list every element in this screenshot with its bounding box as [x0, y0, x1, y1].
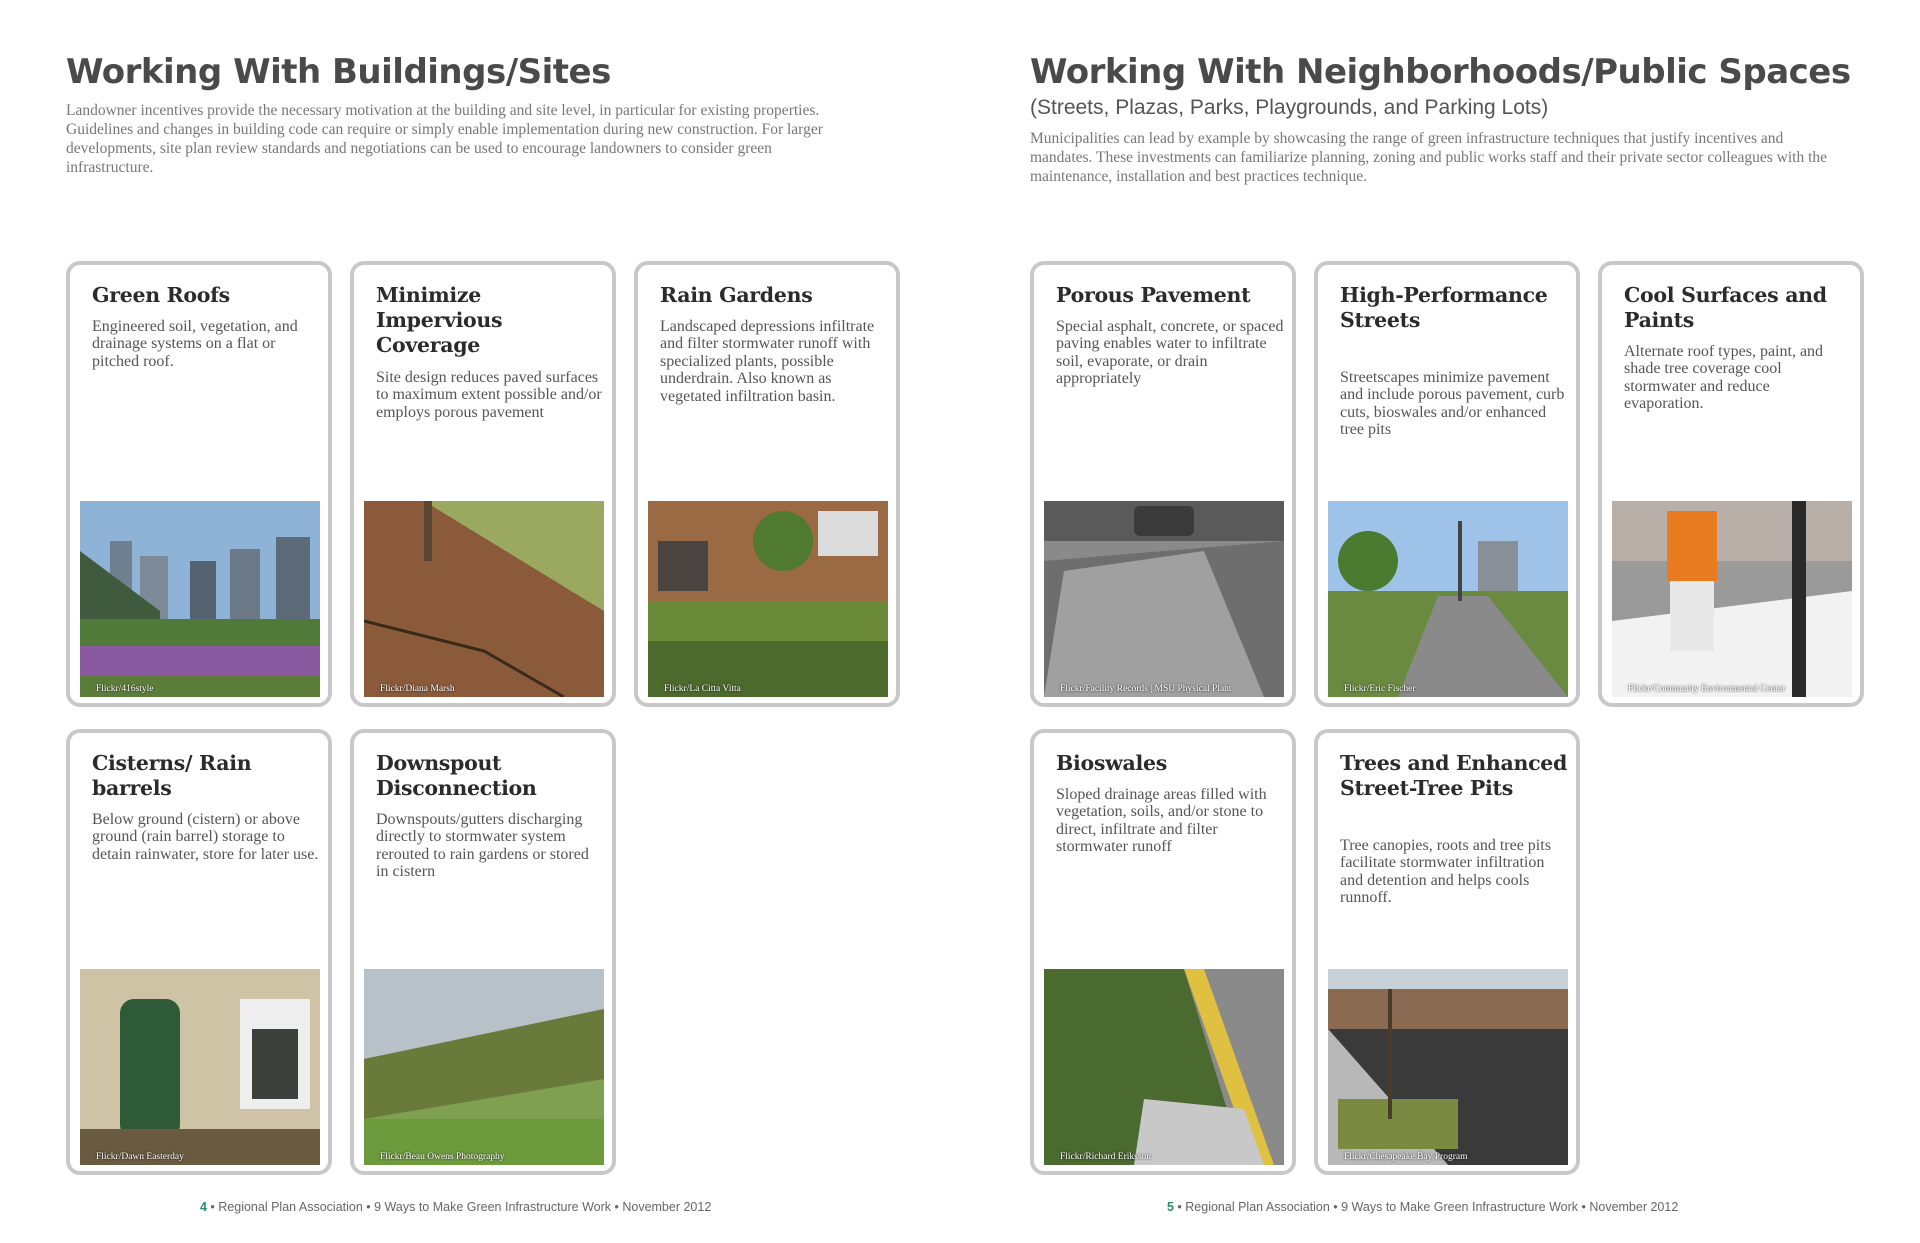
card-title: Trees and Enhanced Street-Tree Pits — [1340, 751, 1568, 800]
street-tree-pit-photo — [1328, 969, 1568, 1165]
right-page — [960, 0, 1920, 1243]
card-title: Porous Pavement — [1056, 283, 1251, 307]
photo-credit: Flickr/Community Environmental Center — [1628, 684, 1786, 694]
photo-credit: Flickr/416style — [96, 684, 154, 694]
card-trees-and-enhanced-street-tree-pits — [1314, 729, 1580, 1175]
page-number: 4 — [200, 1200, 207, 1214]
card-description: Landscaped depressions infiltrate and filter stormwater runoff with specialized plants, possible underdrain. Also known as vegetated infiltration basin. — [660, 318, 875, 405]
card-cool-surfaces-and-paints — [1598, 261, 1864, 707]
page-intro: Municipalities can lead by example by showcasing the range of green infrastructure techniques that justify incentives and mandates. These investments can familiarize planning, zoning and public works staff and their private sector colleagues with the maintenance, installation and best practices technique. — [1030, 130, 1828, 185]
card-title: High-Performance Streets — [1340, 283, 1548, 332]
card-title: Cool Surfaces and Paints — [1624, 283, 1827, 332]
card-cisterns-rain-barrels — [66, 729, 332, 1175]
card-title: Green Roofs — [92, 283, 230, 307]
photo-credit: Flickr/Beau Owens Photography — [380, 1152, 505, 1162]
card-description: Streetscapes minimize pavement and include porous pavement, curb cuts, bioswales and/or enhanced tree pits — [1340, 369, 1565, 439]
photo-credit: Flickr/Chesapeake Bay Program — [1344, 1152, 1468, 1162]
card-title: Cisterns/ Rain barrels — [92, 751, 252, 800]
footer-text: • Regional Plan Association • 9 Ways to Make Green Infrastructure Work • November 2012 — [1173, 1200, 1679, 1214]
downspout-photo — [364, 969, 604, 1165]
card-title: Downspout Disconnection — [376, 751, 537, 800]
photo-credit: Flickr/Diana Marsh — [380, 684, 455, 694]
page-number: 5 — [1167, 1200, 1174, 1214]
card-description: Tree canopies, roots and tree pits facilitate stormwater infiltration and detention and helps cools runnoff. — [1340, 837, 1551, 907]
card-description: Below ground (cistern) or above ground (rain barrel) storage to detain rainwater, store for later use. — [92, 811, 319, 863]
photo-credit: Flickr/Facility Records | MSU Physical Plant — [1060, 684, 1232, 694]
card-minimize-impervious-coverage — [350, 261, 616, 707]
card-title: Minimize Impervious Coverage — [376, 283, 503, 357]
page-title: Working With Buildings/Sites — [66, 52, 611, 92]
pervious-pavers-photo — [364, 501, 604, 697]
photo-credit: Flickr/La Citta Vitta — [664, 684, 741, 694]
card-title: Bioswales — [1056, 751, 1167, 775]
card-green-roofs — [66, 261, 332, 707]
card-title: Rain Gardens — [660, 283, 813, 307]
card-rain-gardens — [634, 261, 900, 707]
cool-roof-painting-photo — [1612, 501, 1852, 697]
photo-credit: Flickr/Dawn Easterday — [96, 1152, 184, 1162]
card-description: Engineered soil, vegetation, and drainage systems on a flat or pitched roof. — [92, 318, 298, 370]
bioswale-photo — [1044, 969, 1284, 1165]
card-downspout-disconnection — [350, 729, 616, 1175]
rain-garden-photo — [648, 501, 888, 697]
card-description: Site design reduces paved surfaces to maximum extent possible and/or employs porous pavement — [376, 369, 602, 421]
page-title: Working With Neighborhoods/Public Spaces — [1030, 52, 1851, 92]
page-subtitle: (Streets, Plazas, Parks, Playgrounds, and Parking Lots) — [1030, 96, 1549, 119]
page-footer — [200, 1200, 711, 1214]
card-description: Downspouts/gutters discharging directly to stormwater system rerouted to rain gardens or stored in cistern — [376, 811, 589, 881]
green-roof-photo — [80, 501, 320, 697]
photo-credit: Flickr/Richard Eriksson — [1060, 1152, 1152, 1162]
card-description: Sloped drainage areas filled with vegetation, soils, and/or stone to direct, infiltrate and filter stormwater runoff — [1056, 786, 1267, 856]
card-description: Special asphalt, concrete, or spaced paving enables water to infiltrate soil, evaporate, or drain appropriately — [1056, 318, 1284, 388]
card-porous-pavement — [1030, 261, 1296, 707]
page-footer — [1167, 1200, 1678, 1214]
page-intro: Landowner incentives provide the necessary motivation at the building and site level, in particular for existing properties. Guidelines and changes in building code can require or simply enable implementation during new construction. For larger developments, site plan review standards and negotiations can be used to encourage landowners to consider green infrastructure. — [66, 102, 823, 176]
green-street-photo — [1328, 501, 1568, 697]
photo-credit: Flickr/Eric Fischer — [1344, 684, 1416, 694]
rain-barrel-photo — [80, 969, 320, 1165]
card-high-performance-streets — [1314, 261, 1580, 707]
porous-pavement-photo — [1044, 501, 1284, 697]
card-bioswales — [1030, 729, 1296, 1175]
footer-text: • Regional Plan Association • 9 Ways to Make Green Infrastructure Work • November 2012 — [206, 1200, 712, 1214]
card-description: Alternate roof types, paint, and shade tree coverage cool stormwater and reduce evaporation. — [1624, 343, 1824, 413]
